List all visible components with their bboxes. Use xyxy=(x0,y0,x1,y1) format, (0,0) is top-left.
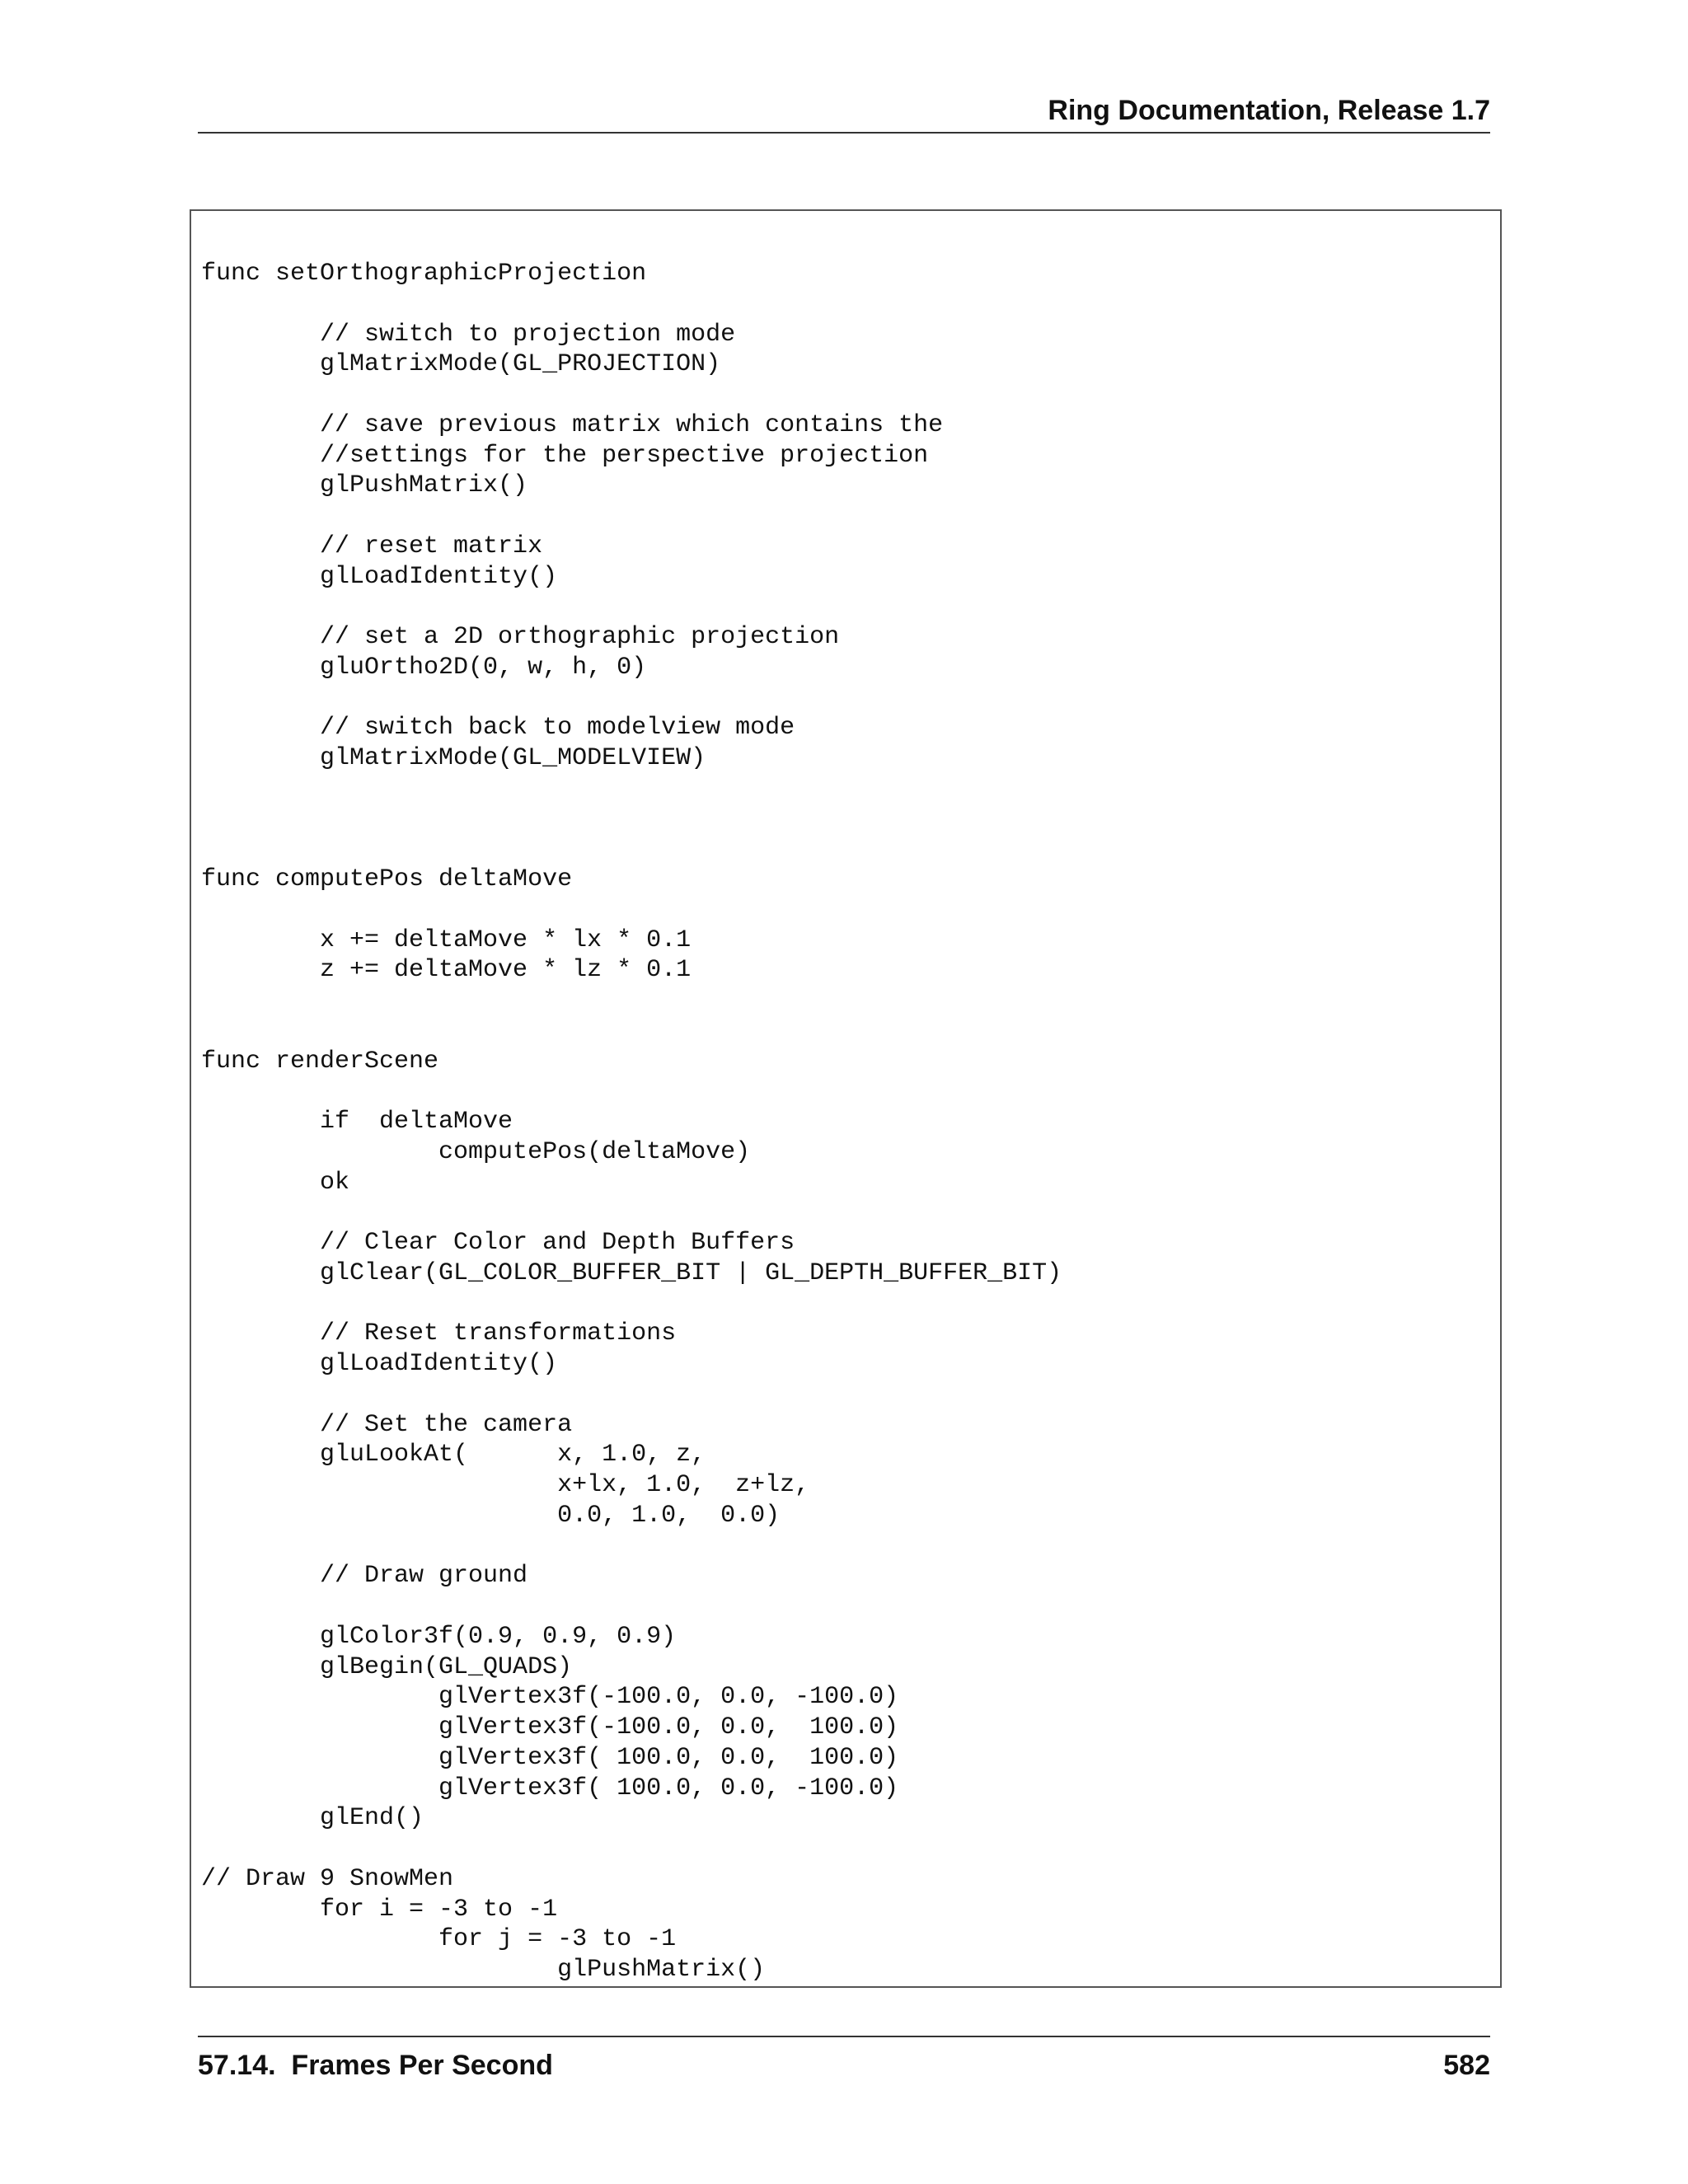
code-line: glPushMatrix() xyxy=(201,1956,766,1984)
code-line xyxy=(201,1016,1500,1047)
code-line: for j = -3 to -1 xyxy=(201,1925,677,1954)
code-line xyxy=(201,986,1500,1016)
code-line: glVertex3f( 100.0, 0.0, 100.0) xyxy=(201,1743,899,1772)
code-line xyxy=(201,380,1500,410)
section-title: 57.14. Frames Per Second xyxy=(198,2050,553,2081)
code-line: glVertex3f(-100.0, 0.0, -100.0) xyxy=(201,1683,899,1712)
code-line: glLoadIdentity() xyxy=(201,1350,558,1378)
code-line: // Reset transformations xyxy=(201,1319,677,1348)
code-line: // Clear Color and Depth Buffers xyxy=(201,1229,795,1257)
document-title: Ring Documentation, Release 1.7 xyxy=(1048,95,1490,126)
code-line: // Draw ground xyxy=(201,1562,528,1591)
code-line: // Set the camera xyxy=(201,1410,573,1439)
code-line xyxy=(201,289,1500,320)
code-line: // reset matrix xyxy=(201,532,543,560)
code-line: x+lx, 1.0, z+lz, xyxy=(201,1471,810,1499)
code-line xyxy=(201,1591,1500,1622)
code-line xyxy=(201,592,1500,622)
code-line: z += deltaMove * lz * 0.1 xyxy=(201,956,692,985)
code-line: glEnd() xyxy=(201,1804,424,1833)
code-line: gluLookAt( x, 1.0, z, xyxy=(201,1441,706,1469)
code-line xyxy=(201,1531,1500,1562)
code-line: glBegin(GL_QUADS) xyxy=(201,1652,573,1681)
page-number: 582 xyxy=(1443,2050,1490,2081)
code-line xyxy=(201,834,1500,865)
code-line xyxy=(201,804,1500,835)
code-line: computePos(deltaMove) xyxy=(201,1137,751,1166)
code-line: ok xyxy=(201,1168,350,1197)
code-line: glMatrixMode(GL_MODELVIEW) xyxy=(201,744,706,772)
page-header xyxy=(198,89,1490,134)
code-line: if deltaMove xyxy=(201,1108,513,1136)
code-line: glPushMatrix() xyxy=(201,471,528,500)
code-line xyxy=(201,1834,1500,1864)
code-line xyxy=(201,895,1500,926)
code-line: //settings for the perspective projection xyxy=(201,441,929,470)
code-lines xyxy=(201,259,1500,1985)
code-line: glVertex3f(-100.0, 0.0, 100.0) xyxy=(201,1713,899,1741)
code-line: x += deltaMove * lx * 0.1 xyxy=(201,926,692,954)
code-line: // switch back to modelview mode xyxy=(201,714,795,743)
code-line: func setOrthographicProjection xyxy=(201,260,647,288)
code-line: // set a 2D orthographic projection xyxy=(201,623,840,651)
code-line: // save previous matrix which contains the xyxy=(201,410,944,439)
code-line xyxy=(201,1076,1500,1107)
code-line: glColor3f(0.9, 0.9, 0.9) xyxy=(201,1622,677,1651)
code-line: glVertex3f( 100.0, 0.0, -100.0) xyxy=(201,1774,899,1802)
code-block xyxy=(190,209,1502,1988)
code-line: func computePos deltaMove xyxy=(201,865,573,893)
code-line: gluOrtho2D(0, w, h, 0) xyxy=(201,653,647,682)
code-line xyxy=(201,1380,1500,1410)
code-line xyxy=(201,683,1500,714)
code-line xyxy=(201,1197,1500,1228)
code-line: func renderScene xyxy=(201,1047,439,1076)
code-line: // switch to projection mode xyxy=(201,320,736,349)
code-line: glClear(GL_COLOR_BUFFER_BIT | GL_DEPTH_BUFFER_BIT) xyxy=(201,1258,1062,1287)
code-line: 0.0, 1.0, 0.0) xyxy=(201,1501,781,1530)
code-line: for i = -3 to -1 xyxy=(201,1895,558,1924)
page-footer xyxy=(198,2036,1490,2087)
code-line: // Draw 9 SnowMen xyxy=(201,1864,454,1893)
code-line xyxy=(201,774,1500,804)
code-line: glLoadIdentity() xyxy=(201,562,558,591)
code-line: glMatrixMode(GL_PROJECTION) xyxy=(201,350,721,379)
code-line xyxy=(201,501,1500,532)
code-line xyxy=(201,1289,1500,1319)
